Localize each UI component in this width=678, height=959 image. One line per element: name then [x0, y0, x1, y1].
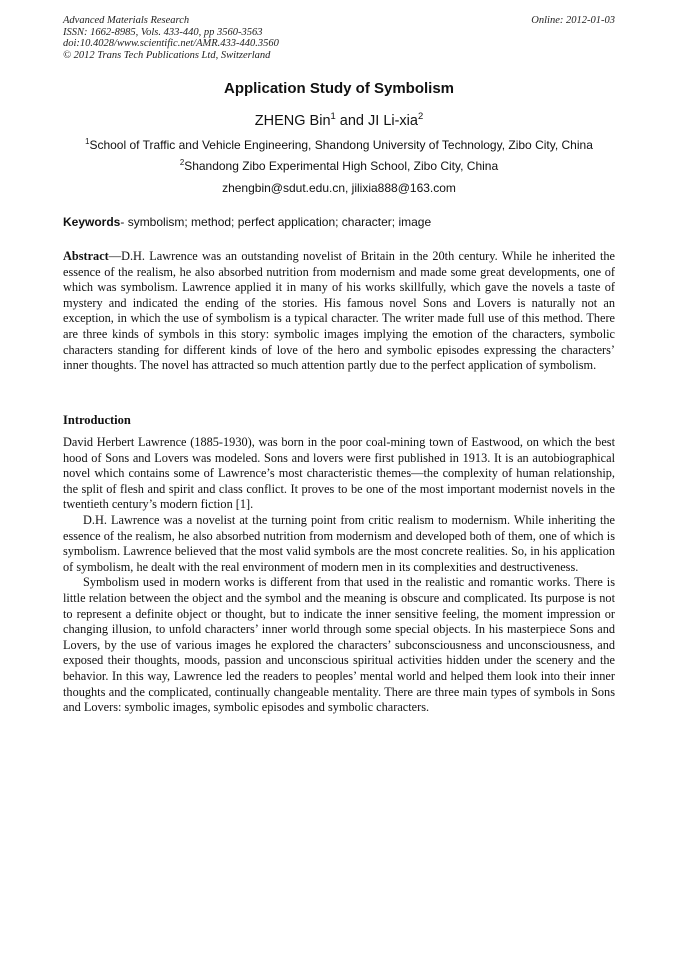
author-1-sup: 1 [330, 110, 336, 122]
online-date: Online: 2012-01-03 [531, 15, 615, 26]
author-1: ZHENG Bin [254, 113, 331, 129]
affiliation-1-text: School of Traffic and Vehicle Engineering, Shandong University of Technology, Zibo City, China [89, 138, 593, 152]
intro-paragraph-1: David Herbert Lawrence (1885-1930), was born in the poor coal-mining town of Eastwood, on which the best hood of Sons and Lovers was modeled. Sons and lovers were first published in 1913. It is an autobiographical novel which contains some of Lawrence’s most characteristic themes—the complexity of human relationship, the split of flesh and spirit and class conflict. It proves to be one of the most important modernist novels in the twentieth century’s modern fiction [1]. [63, 435, 615, 512]
section-heading-introduction: Introduction [63, 413, 131, 427]
journal-copyright: © 2012 Trans Tech Publications Ltd, Switzerland [63, 49, 271, 61]
affiliation-2-text: Shandong Zibo Experimental High School, Zibo City, China [184, 159, 499, 173]
journal-issn: ISSN: 1662-8985, Vols. 433-440, pp 3560-3563 [63, 26, 263, 38]
author-2: JI Li-xia [368, 113, 418, 129]
abstract [63, 249, 615, 374]
affiliation-1-sup: 1 [85, 137, 90, 146]
affiliation-2 [0, 159, 678, 173]
abstract-text: —D.H. Lawrence was an outstanding novelist of Britain in the 20th century. While he inherited the essence of the realism, he also absorbed nutrition from modernism and made some great developments, one of which was symbolism. Lawrence applied it in many of his works skillfully, which gave the novels a taste of mystery and indicated the ending of the stories. His famous novel Sons and Lovers is naturally not an exception, in which the use of symbolism is a typical character. The writer made full use of this method. There are three kinds of symbols in this story: symbolic images implying the emotion of the characters, symbolic characters standing for different kinds of love of the hero and symbolic episodes expressing the characters’ inner thoughts. The novel has attracted so much attention partly due to the perfect application of symbolism. [63, 249, 615, 373]
introduction-body [63, 435, 615, 716]
author-and: and [335, 113, 369, 129]
journal-header [63, 15, 615, 61]
affiliation-2-sup: 2 [179, 158, 185, 167]
keywords-text: - symbolism; method; perfect application; character; image [120, 215, 432, 229]
intro-paragraph-3: Symbolism used in modern works is different from that used in the realistic and romantic works. There is little relation between the object and the symbol and the meaning is obscure and complicated. Its purpose is not to represent a definite object or thought, but to indicate the inner sensitive feeling, the moment impression or changing illusion, to unfold characters’ inner world through some special objects. In his masterpiece Sons and Lovers, by the use of various images he explored the characters’ subconsciousness and unconsciousness, and exposed their thoughts, moods, passion and unconscious spiritual activities hidden under the scenery and the behavior. In this way, Lawrence led the readers to peoples’ mental world and helped them look into their inner thoughts and the complicated, continually changeable mentality. There are three main types of symbols in Sons and Lovers: symbolic images, symbolic episodes and symbolic characters. [63, 575, 615, 715]
journal-doi: doi:10.4028/www.scientific.net/AMR.433-440.3560 [63, 38, 279, 49]
author-line [0, 110, 678, 129]
abstract-label: Abstract [63, 249, 109, 263]
affiliation-1 [0, 138, 678, 152]
journal-name: Advanced Materials Research [63, 15, 190, 26]
author-2-sup: 2 [417, 110, 424, 122]
author-emails: zhengbin@sdut.edu.cn, jilixia888@163.com [222, 181, 456, 195]
keywords [63, 215, 615, 229]
paper-title: Application Study of Symbolism [223, 80, 455, 97]
keywords-label: Keywords [63, 215, 121, 229]
intro-paragraph-2: D.H. Lawrence was a novelist at the turning point from critic realism to modernism. While inheriting the essence of the realism, he also absorbed nutrition from modernism and developed both of them, one of which is symbolism. Lawrence believed that the most valid symbols are the most concrete realities. So, in his application of symbolism, he dealt with the real environment of modern men in its complexities and destructiveness. [63, 512, 615, 574]
